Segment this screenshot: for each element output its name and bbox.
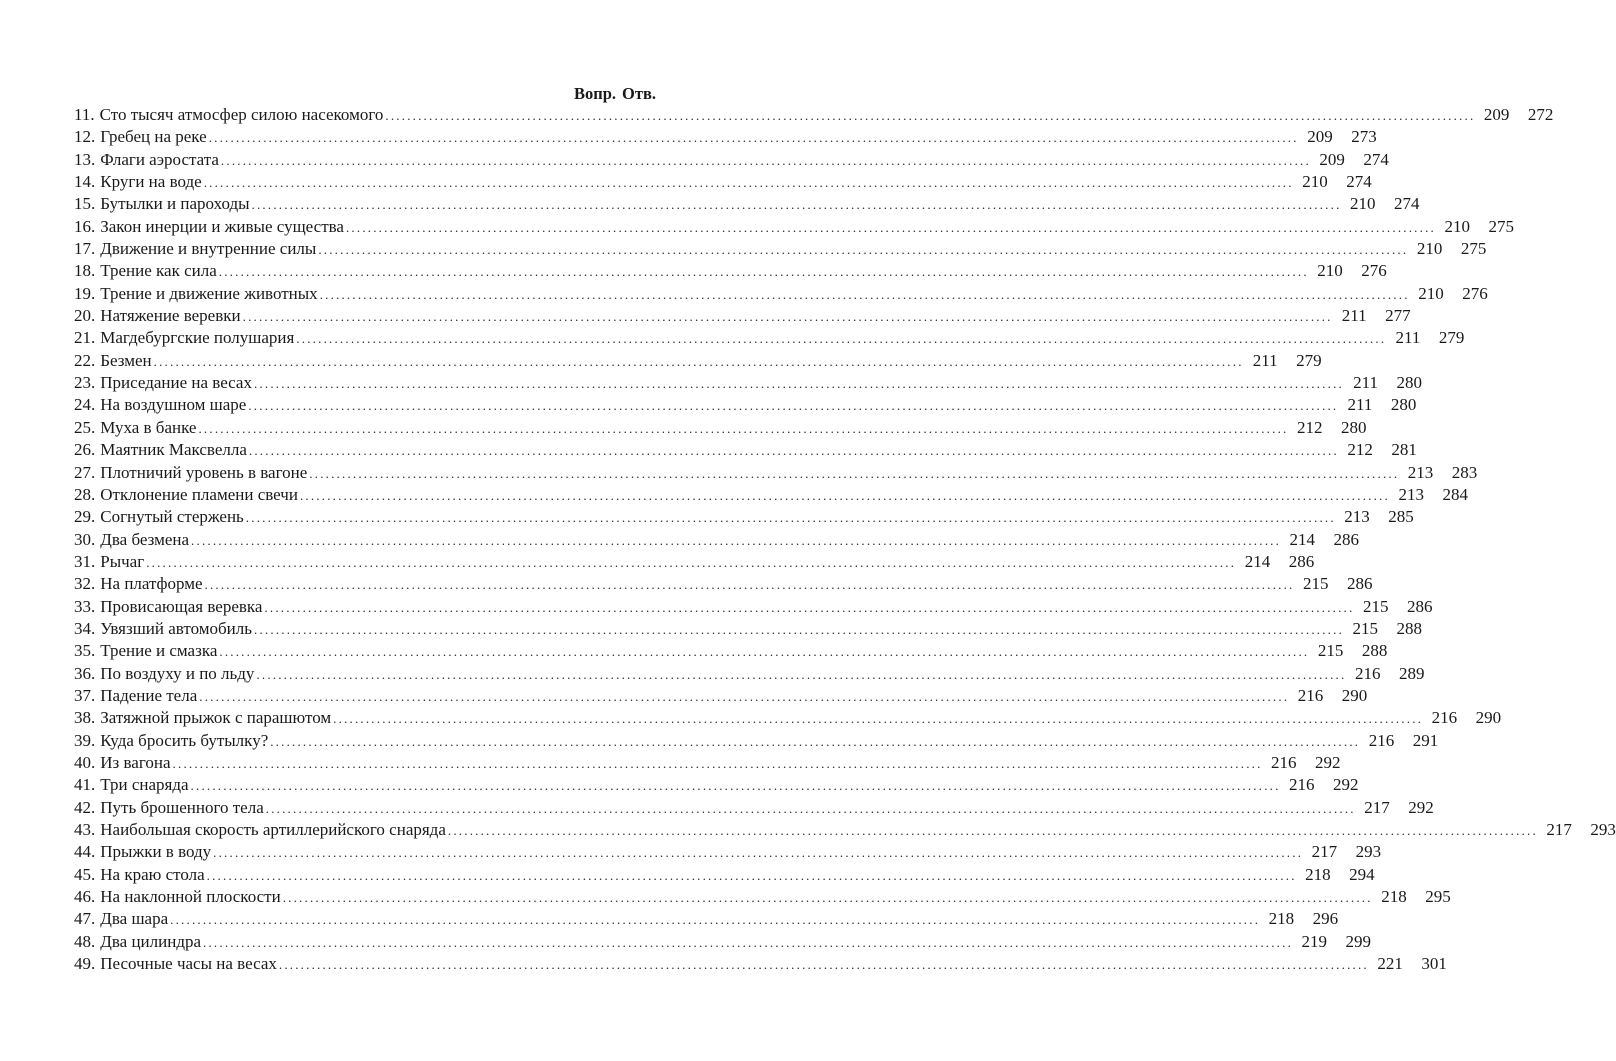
answer-page: 273 [1351,127,1377,147]
entry-number: 47. [74,909,96,929]
entry-number: 22. [74,350,96,370]
entry-title: Увязший автомобиль [100,618,253,638]
entry-title: Песочные часы на весах [100,954,277,974]
question-page: 216 [1297,685,1324,705]
entry-title: Прыжки в воду [100,842,212,862]
entry-title: На наклонной плоскости [100,887,281,907]
entry-title: По воздуху и по льду [100,663,255,683]
entry-title: Два цилиндра [100,931,202,951]
dot-leader: ........................................................................................................................................................................................................ [248,443,1339,459]
question-page: 209 [1307,127,1333,147]
answer-page: 288 [1361,641,1388,661]
dot-leader: ........................................................................................................................................................................................................ [206,867,1297,883]
dot-leader: ........................................................................................................................................................................................................ [248,398,1339,414]
toc-entry [74,462,1478,484]
entry-number: 24. [74,395,96,415]
dot-leader: ........................................................................................................................................................................................................ [203,934,1294,950]
answer-page: 279 [1438,328,1465,348]
answer-page: 284 [1442,484,1468,504]
answer-page: 279 [1296,350,1322,370]
entry-number: 30. [74,529,96,549]
question-page: 213 [1407,462,1434,482]
entry-number: 41. [74,775,96,795]
dot-leader: ........................................................................................................................................................................................................ [251,197,1342,213]
entry-title: Падение тела [100,685,198,705]
dot-leader: ........................................................................................................................................................................................................ [265,800,1356,816]
entry-number: 20. [74,306,96,326]
dot-leader: ........................................................................................................................................................................................................ [190,778,1281,794]
question-page: 209 [1483,105,1510,124]
entry-title: Согнутый стержень [100,507,244,527]
entry-number: 49. [74,954,96,974]
entry-number: 14. [74,172,96,192]
answer-page: 286 [1288,551,1315,571]
entry-title: Флаги аэростата [100,149,219,169]
toc-entry [74,640,1388,662]
answer-page: 277 [1385,306,1411,326]
question-page: 210 [1350,194,1376,214]
toc-entry [74,171,1372,193]
question-page: 212 [1296,417,1323,437]
dot-leader: ........................................................................................................................................................................................................ [282,890,1373,906]
entry-number: 39. [74,730,96,750]
dot-leader: ........................................................................................................................................................................................................ [219,644,1310,660]
dot-leader: ........................................................................................................................................................................................................ [264,599,1355,615]
answer-page: 290 [1475,708,1502,728]
entry-number: 46. [74,887,96,907]
dot-leader: ........................................................................................................................................................................................................ [199,688,1290,704]
question-page: 215 [1362,596,1389,616]
answer-page: 295 [1425,887,1451,907]
entry-title: Закон инерции и живые существа [100,216,344,236]
question-page: 216 [1368,730,1395,750]
dot-leader: ........................................................................................................................................................................................................ [254,621,1345,637]
question-page: 211 [1353,373,1378,393]
toc-entry [74,484,1468,506]
question-page: 221 [1377,954,1403,974]
entry-title: Бутылки и пароходы [100,194,250,214]
question-page: 215 [1303,574,1329,594]
questions-column-header: Вопр. [573,84,617,103]
answers-column-header: Отв. [622,84,656,103]
entry-title: Три снаряда [100,775,189,795]
question-page: 209 [1319,149,1345,169]
dot-leader: ........................................................................................................................................................................................................ [213,845,1304,861]
dot-leader: ........................................................................................................................................................................................................ [385,108,1476,123]
toc-entry [74,439,1417,461]
entry-number: 18. [74,261,96,281]
answer-page: 289 [1398,663,1425,683]
answer-page: 288 [1396,618,1423,638]
answer-page: 292 [1315,752,1341,772]
question-page: 210 [1416,239,1443,259]
entry-number: 27. [74,462,96,482]
toc-entry [74,283,1488,305]
toc-entry [74,372,1422,394]
dot-leader: ........................................................................................................................................................................................................ [296,331,1387,347]
dot-leader: ........................................................................................................................................................................................................ [245,510,1336,526]
entry-title: Из вагона [100,752,171,772]
answer-page: 285 [1388,507,1414,527]
toc-entry [74,707,1502,729]
dot-leader: ........................................................................................................................................................................................................ [270,733,1361,749]
question-page: 217 [1546,820,1572,839]
entry-title: На воздушном шаре [100,395,247,415]
toc-entry [74,730,1439,752]
question-page: 210 [1418,283,1444,303]
question-page: 210 [1302,172,1328,192]
question-page: 214 [1289,529,1316,549]
entry-number: 16. [74,216,96,236]
entry-title: Безмен [100,350,152,370]
answer-page: 292 [1408,797,1434,817]
entry-title: Трение как сила [100,261,217,281]
entry-number: 19. [74,283,96,303]
entry-number: 17. [74,239,96,259]
answer-page: 280 [1396,373,1422,393]
entry-number: 33. [74,596,96,616]
dot-leader: ........................................................................................................................................................................................................ [333,711,1424,727]
answer-page: 294 [1349,864,1375,884]
answer-page: 280 [1390,395,1417,415]
entry-title: Магдебургские полушария [100,328,295,348]
dot-leader: ........................................................................................................................................................................................................ [153,353,1244,369]
answer-page: 283 [1451,462,1478,482]
entry-number: 31. [74,551,96,571]
answer-page: 275 [1488,216,1514,236]
entry-number: 29. [74,507,96,527]
dot-leader: ........................................................................................................................................................................................................ [220,152,1311,168]
question-page: 218 [1381,887,1407,907]
toc-entry [74,841,1382,863]
entry-title: На краю стола [100,864,205,884]
question-page: 211 [1341,306,1367,326]
entry-number: 21. [74,328,96,348]
entry-number: 26. [74,440,96,460]
toc-entry [74,864,1375,886]
question-page: 215 [1317,641,1344,661]
entry-number: 13. [74,149,96,169]
toc-entry [74,350,1322,372]
toc-entry [74,327,1465,349]
question-page: 211 [1395,328,1421,348]
dot-leader: ........................................................................................................................................................................................................ [218,264,1309,280]
entry-number: 40. [74,752,96,772]
toc-entry [74,417,1367,439]
question-page: 217 [1311,842,1338,862]
toc-entry [74,506,1414,528]
entry-title: Натяжение веревки [100,306,241,326]
entry-number: 15. [74,194,96,214]
dot-leader: ........................................................................................................................................................................................................ [309,465,1400,481]
entry-title: Два безмена [100,529,190,549]
dot-leader: ........................................................................................................................................................................................................ [319,286,1410,302]
question-page: 216 [1271,752,1297,772]
answer-page: 280 [1340,417,1367,437]
answer-page: 296 [1312,909,1339,929]
dot-leader: ........................................................................................................................................................................................................ [447,823,1538,838]
toc-entry [74,953,1447,975]
entry-title: Трение и смазка [100,641,218,661]
entry-number: 25. [74,417,96,437]
answer-page: 276 [1361,261,1387,281]
question-page: 213 [1344,507,1370,527]
question-page: 210 [1317,261,1343,281]
entry-title: Провисающая веревка [100,596,263,616]
question-page: 216 [1289,775,1315,795]
answer-page: 272 [1527,105,1554,124]
answer-page: 290 [1341,685,1368,705]
entry-title: Наибольшая скорость артиллерийского снаряда [100,820,446,839]
answer-page: 299 [1345,931,1372,951]
entry-number: 11. [74,105,95,124]
toc-entry [74,104,1554,126]
entry-number: 23. [74,373,96,393]
toc-entry [74,685,1368,707]
question-page: 213 [1398,484,1424,504]
toc-entry [74,126,1377,148]
dot-leader: ........................................................................................................................................................................................................ [191,532,1282,548]
toc-entry [74,216,1514,238]
toc-entry [74,908,1339,930]
question-page: 218 [1305,864,1331,884]
dot-leader: ........................................................................................................................................................................................................ [278,957,1369,973]
entry-title: Приседание на весах [100,373,252,393]
entry-title: Затяжной прыжок с парашютом [100,708,332,728]
entry-title: Маятник Максвелла [100,440,247,460]
question-page: 216 [1431,708,1458,728]
toc-entries [74,104,1616,975]
answer-page: 291 [1412,730,1439,750]
toc-entry [74,886,1451,908]
toc-entry [74,931,1372,953]
answer-page: 292 [1333,775,1359,795]
toc-entry [74,618,1423,640]
dot-leader: ........................................................................................................................................................................................................ [208,130,1299,146]
answer-page: 286 [1406,596,1433,616]
answer-page: 281 [1391,440,1417,460]
entry-title: Два шара [100,909,169,929]
question-page: 211 [1252,350,1278,370]
entry-title: Путь брошенного тела [100,797,264,817]
entry-number: 45. [74,864,96,884]
entry-number: 35. [74,641,96,661]
dot-leader: ........................................................................................................................................................................................................ [299,487,1390,503]
toc-entry [74,596,1433,618]
dot-leader: ........................................................................................................................................................................................................ [146,554,1237,570]
entry-title: Движение и внутренние силы [100,239,317,259]
dot-leader: ........................................................................................................................................................................................................ [203,175,1294,191]
dot-leader: ........................................................................................................................................................................................................ [256,666,1347,682]
question-page: 217 [1364,797,1390,817]
entry-title: Муха в банке [100,417,197,437]
answer-page: 274 [1346,172,1372,192]
toc-entry [74,663,1425,685]
answer-page: 286 [1347,574,1373,594]
toc-entry [74,774,1359,796]
entry-number: 48. [74,931,96,951]
toc-entry [74,149,1389,171]
toc-entry [74,193,1420,215]
toc-entry [74,394,1417,416]
dot-leader: ........................................................................................................................................................................................................ [170,912,1261,928]
dot-leader: ........................................................................................................................................................................................................ [345,219,1436,235]
question-page: 212 [1347,440,1373,460]
question-page: 215 [1352,618,1379,638]
toc-entry [74,305,1411,327]
entry-number: 28. [74,484,96,504]
answer-page: 276 [1462,283,1488,303]
toc-entry [74,529,1360,551]
dot-leader: ........................................................................................................................................................................................................ [318,242,1409,258]
dot-leader: ........................................................................................................................................................................................................ [198,420,1289,436]
question-page: 214 [1244,551,1271,571]
dot-leader: ........................................................................................................................................................................................................ [242,309,1333,325]
entry-number: 37. [74,685,96,705]
question-page: 216 [1354,663,1381,683]
column-headers [74,84,656,104]
toc-entry [74,260,1387,282]
entry-number: 34. [74,618,96,638]
toc-entry [74,238,1487,260]
entry-number: 38. [74,708,96,728]
toc-entry [74,551,1315,573]
entry-title: Сто тысяч атмосфер силою насекомого [99,105,384,124]
dot-leader: ........................................................................................................................................................................................................ [253,376,1344,392]
toc-entry [74,819,1616,841]
answer-page: 274 [1394,194,1420,214]
entry-number: 43. [74,820,96,839]
entry-title: Гребец на реке [100,127,207,147]
entry-title: На платформе [100,574,203,594]
entry-title: Плотничий уровень в вагоне [100,462,308,482]
answer-page: 286 [1333,529,1360,549]
dot-leader: ........................................................................................................................................................................................................ [172,755,1263,771]
entry-number: 36. [74,663,96,683]
dot-leader: ........................................................................................................................................................................................................ [204,577,1295,593]
table-of-contents [74,84,1616,975]
toc-entry [74,752,1341,774]
answer-page: 293 [1590,820,1616,839]
entry-title: Трение и движение животных [100,283,318,303]
entry-number: 42. [74,797,96,817]
question-page: 210 [1444,216,1470,236]
entry-number: 12. [74,127,96,147]
entry-number: 44. [74,842,96,862]
question-page: 219 [1301,931,1328,951]
answer-page: 301 [1421,954,1447,974]
entry-title: Круги на воде [100,172,202,192]
answer-page: 274 [1363,149,1389,169]
entry-title: Отклонение пламени свечи [100,484,298,504]
answer-page: 293 [1355,842,1382,862]
entry-title: Рычаг [100,551,145,571]
answer-page: 275 [1460,239,1487,259]
entry-title: Куда бросить бутылку? [100,730,269,750]
question-page: 218 [1268,909,1295,929]
toc-entry [74,573,1373,595]
entry-number: 32. [74,574,96,594]
toc-entry [74,797,1434,819]
question-page: 211 [1347,395,1373,415]
